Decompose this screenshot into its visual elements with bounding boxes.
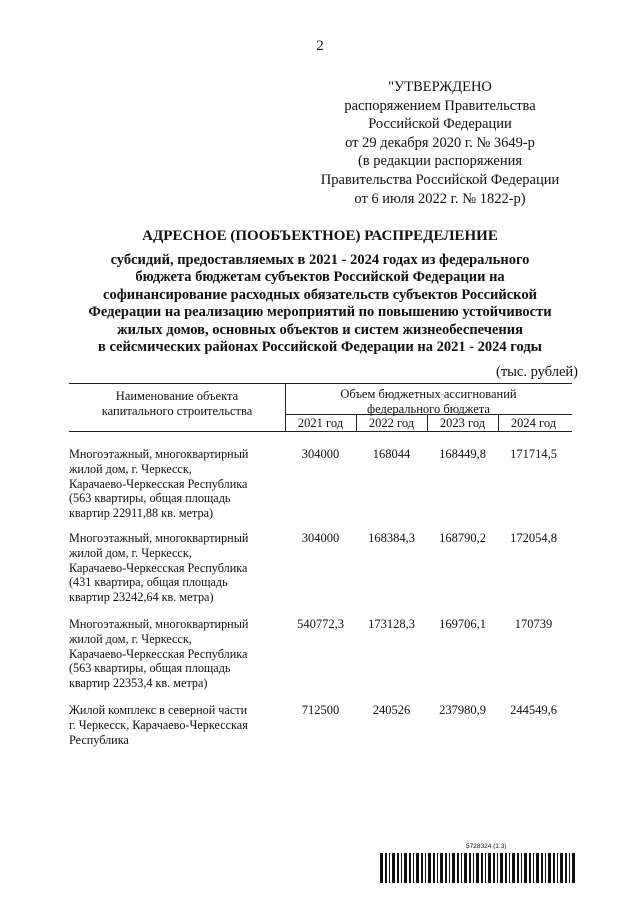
- subtitle-line: софинансирование расходных обязательств субъектов Российской: [103, 286, 537, 303]
- table-row-name: [69, 531, 285, 605]
- approval-line: от 29 декабря 2020 г. № 3649-р: [345, 134, 535, 151]
- row-name-line: (563 квартиры, общая площадь: [69, 661, 231, 676]
- table-row-name: [69, 703, 285, 747]
- header-line: федерального бюджета: [367, 402, 490, 416]
- header-line: Объем бюджетных ассигнований: [340, 387, 517, 401]
- table-cell: 168044: [372, 447, 411, 461]
- subtitle-line: жилых домов, основных объектов и систем жизнеобеспечения: [117, 321, 523, 338]
- table-cell: 304000: [301, 447, 340, 461]
- row-name-line: жилой дом, г. Черкесск,: [69, 545, 192, 560]
- header-bottom-border: [69, 431, 572, 432]
- approval-line: (в редакции распоряжения: [357, 153, 523, 170]
- table-cell: 170739: [514, 617, 553, 631]
- approval-line: Правительства Российской Федерации: [320, 171, 560, 188]
- header-line: капитального строительства: [101, 404, 253, 418]
- year-header-2022: 2022 год: [368, 416, 415, 430]
- subtitle-line: в сейсмических районах Российской Федерации на 2021 - 2024 годы: [97, 339, 542, 356]
- table-cell: 237980,9: [439, 703, 486, 717]
- table-cell: 168790,2: [439, 531, 486, 545]
- year-header-2021: 2021 год: [297, 416, 344, 430]
- table-cell: 171714,5: [510, 447, 557, 461]
- approval-line: Российской Федерации: [368, 116, 512, 133]
- subtitle-line: бюджета бюджетам субъектов Российской Федерации на: [135, 269, 505, 286]
- table-cell: 168384,3: [368, 531, 415, 545]
- table-top-border: [69, 383, 572, 384]
- year-header-2024: 2024 год: [510, 416, 557, 430]
- approval-line: от 6 июля 2022 г. № 1822-р): [354, 190, 526, 207]
- table-cell: 304000: [301, 531, 340, 545]
- row-name-line: Карачаево-Черкесская Республика: [69, 560, 248, 575]
- table-cell: 240526: [372, 703, 411, 717]
- year-header-2023: 2023 год: [439, 416, 486, 430]
- row-name-line: Многоэтажный, многоквартирный: [69, 447, 249, 461]
- units-label: (тыс. рублей): [496, 364, 578, 380]
- name-column-header: [69, 389, 285, 419]
- row-name-line: г. Черкесск, Карачаево-Черкесская: [69, 717, 248, 732]
- row-name-line: Республика: [69, 732, 129, 747]
- row-name-line: жилой дом, г. Черкесск,: [69, 461, 192, 476]
- table-row-name: [69, 447, 285, 521]
- row-name-line: Многоэтажный, многоквартирный: [69, 617, 249, 631]
- row-name-line: Многоэтажный, многоквартирный: [69, 531, 249, 545]
- barcode-icon: [380, 853, 576, 883]
- row-name-line: квартир 22353,4 кв. метра): [69, 676, 208, 691]
- row-name-line: квартир 23242,64 кв. метра): [69, 590, 214, 605]
- header-line: Наименование объекта: [115, 389, 239, 403]
- table-cell: 712500: [301, 703, 340, 717]
- row-name-line: квартир 22911,88 кв. метра): [69, 506, 214, 521]
- table-cell: 169706,1: [439, 617, 486, 631]
- table-cell: 173128,3: [368, 617, 415, 631]
- table-cell: 172054,8: [510, 531, 557, 545]
- barcode-number: 5728324 (1.3): [466, 843, 507, 850]
- approval-line: "УТВЕРЖДЕНО: [388, 79, 492, 95]
- approval-stamp: [300, 78, 580, 208]
- subtitle-line: Федерации на реализацию мероприятий по повышению устойчивости: [88, 304, 552, 321]
- approval-line: распоряжением Правительства: [344, 97, 536, 114]
- document-title: АДРЕСНОЕ (ПООБЪЕКТНОЕ) РАСПРЕДЕЛЕНИЕ: [142, 228, 498, 244]
- page-number: 2: [316, 38, 324, 54]
- row-name-line: жилой дом, г. Черкесск,: [69, 631, 192, 646]
- budget-group-header: [285, 387, 572, 417]
- row-name-line: Жилой комплекс в северной части: [69, 703, 248, 717]
- table-cell: 244549,6: [510, 703, 557, 717]
- document-subtitle: [40, 252, 600, 356]
- table-row-name: [69, 617, 285, 691]
- barcode: [380, 843, 576, 885]
- table-cell: 168449,8: [439, 447, 486, 461]
- row-name-line: Карачаево-Черкесская Республика: [69, 476, 248, 491]
- table-cell: 540772,3: [297, 617, 344, 631]
- row-name-line: (563 квартиры, общая площадь: [69, 491, 231, 506]
- row-name-line: Карачаево-Черкесская Республика: [69, 646, 248, 661]
- subtitle-line: субсидий, предоставляемых в 2021 - 2024 годах из федерального: [110, 252, 530, 268]
- row-name-line: (431 квартира, общая площадь: [69, 575, 228, 590]
